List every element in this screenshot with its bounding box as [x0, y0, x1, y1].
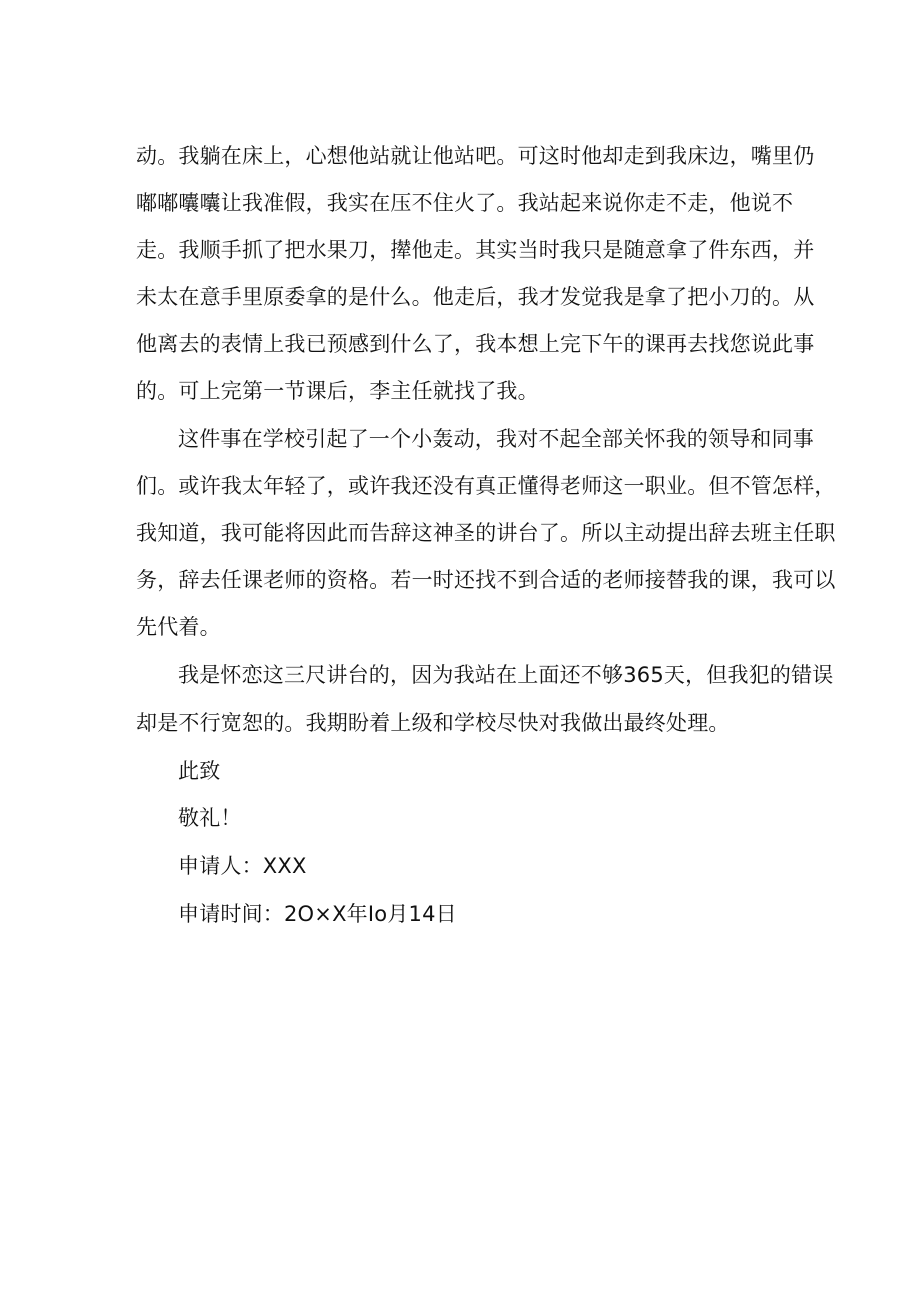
paragraph3-line-2: 却是不行宽恕的。我期盼着上级和学校尽快对我做出最终处理。: [136, 711, 730, 735]
paragraph2-line-1: 这件事在学校引起了一个小轰动，我对不起全部关怀我的领导和同事: [178, 427, 814, 451]
paragraph1-line-2: 嘟嘟囔囔让我准假，我实在压不住火了。我站起来说你走不走，他说不: [136, 191, 794, 215]
salute-line: 敬礼！: [178, 806, 242, 830]
paragraph2-line-4: 务，辞去任课老师的资格。若一时还找不到合适的老师接替我的课，我可以: [136, 568, 836, 592]
paragraph3-line-1: 我是怀恋这三尺讲台的，因为我站在上面还不够365天，但我犯的错误: [178, 663, 834, 687]
paragraph2-line-2: 们。或许我太年轻了，或许我还没有真正懂得老师这一职业。但不管怎样，: [136, 474, 836, 498]
paragraph2-line-5: 先代着。: [136, 615, 221, 639]
date-line: 申请时间：2O×X年Io月14日: [178, 902, 457, 926]
paragraph1-line-5: 他离去的表情上我已预感到什么了，我本想上完下午的课再去找您说此事: [136, 332, 815, 356]
paragraph2-line-3: 我知道，我可能将因此而告辞这神圣的讲台了。所以主动提出辞去班主任职: [136, 521, 836, 545]
applicant-line: 申请人：XXX: [178, 854, 307, 878]
paragraph1-line-6: 的。可上完第一节课后，李主任就找了我。: [136, 379, 539, 403]
paragraph1-line-1: 动。我躺在床上，心想他站就让他站吧。可这时他却走到我床边，嘴里仍: [136, 144, 815, 168]
paragraph1-line-3: 走。我顺手抓了把水果刀，撵他走。其实当时我只是随意拿了件东西，并: [136, 238, 815, 262]
closing-line: 此致: [178, 759, 221, 783]
paragraph1-line-4: 未太在意手里原委拿的是什么。他走后，我才发觉我是拿了把小刀的。从: [136, 285, 815, 309]
